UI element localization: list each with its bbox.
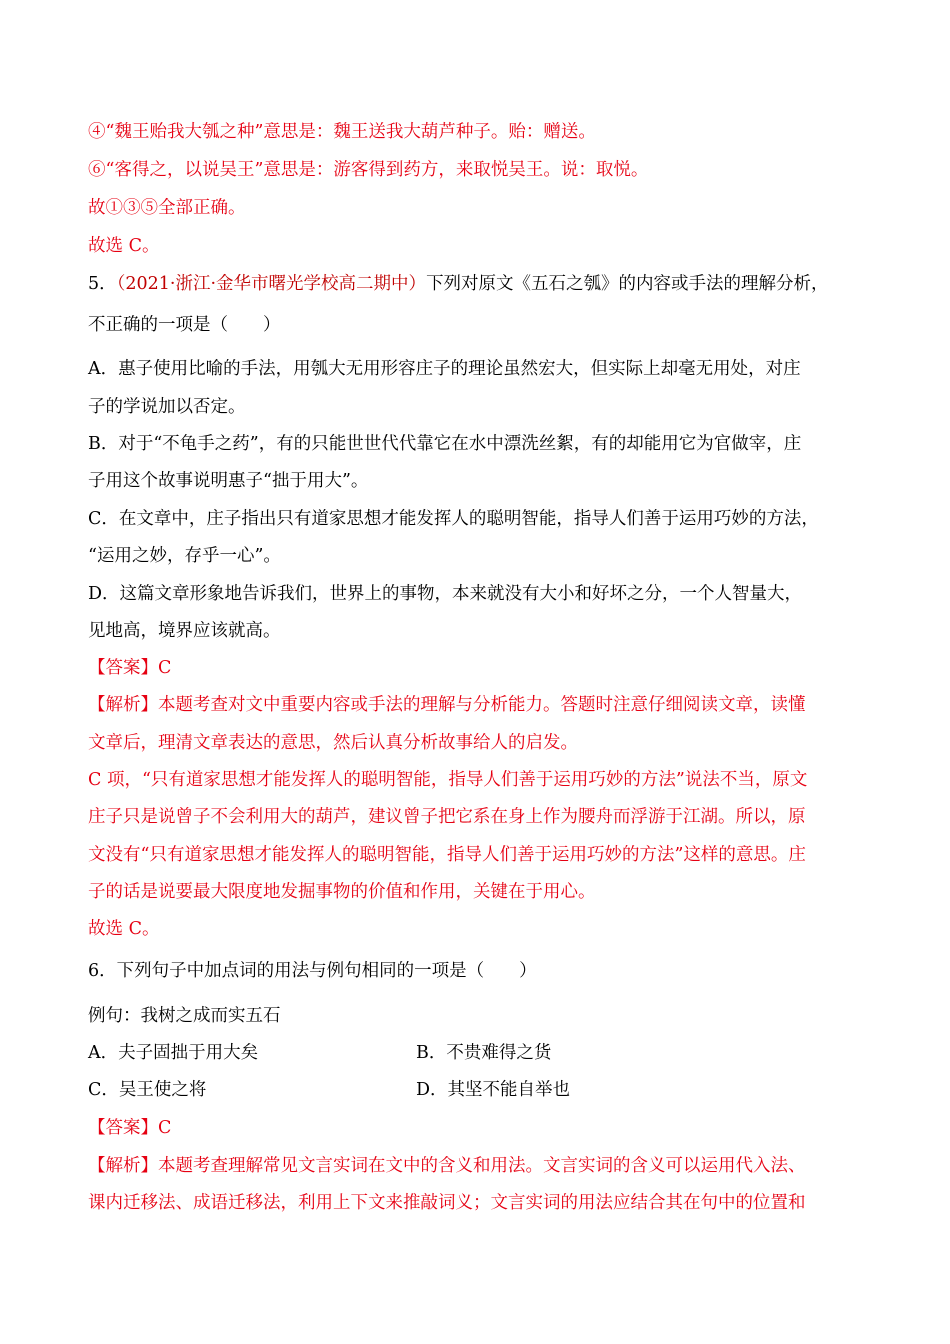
question-6-option-b: B．不贵难得之货 (416, 1043, 552, 1063)
question-5-option-c: C．在文章中，庄子指出只有道家思想才能发挥人的聪明智能，指导人们善于运用巧妙的方法， (88, 509, 819, 529)
question-5-stem (88, 272, 829, 296)
question-6-option-c: C．吴王使之将 (88, 1080, 207, 1100)
question-5-option-c-continued: “运用之妙，存乎一心”。 (88, 546, 281, 566)
question-5-option-a: A．惠子使用比喻的手法，用瓠大无用形容庄子的理论虽然宏大，但实际上却毫无用处，对庄 (88, 359, 801, 379)
explanation-item-4: ④“魏王贻我大瓠之种”意思是：魏王送我大葫芦种子。贻：赠送。 (88, 122, 596, 142)
question-5-option-b-continued: 子用这个故事说明惠子“拙于用大”。 (88, 471, 369, 491)
question-5-answer: 【答案】C (88, 658, 172, 678)
question-5-option-d: D．这篇文章形象地告诉我们，世界上的事物，本来就没有大小和好坏之分，一个人智量大， (88, 584, 803, 604)
question-6-answer: 【答案】C (88, 1118, 172, 1138)
question-6-analysis: 【解析】本题考查理解常见文言实词在文中的含义和用法。文言实词的含义可以运用代入法、 (88, 1156, 806, 1176)
question-5-analysis-line-6: 子的话是说要最大限度地发掘事物的价值和作用，关键在于用心。 (88, 882, 596, 902)
explanation-conclusion: 故①③⑤全部正确。 (88, 198, 246, 218)
question-6-option-d: D．其坚不能自举也 (416, 1080, 571, 1100)
question-5-analysis-line-2: 文章后，理清文章表达的意思，然后认真分析故事给人的启发。 (88, 733, 578, 753)
previous-choice: 故选 C。 (88, 236, 160, 256)
question-5-choice: 故选 C。 (88, 919, 160, 939)
question-6-example: 例句：我树之成而实五石 (88, 1006, 281, 1026)
question-5-analysis-line-4: 庄子只是说曾子不会利用大的葫芦，建议曾子把它系在身上作为腰舟而浮游于江湖。所以，原 (88, 807, 806, 827)
question-5-option-a-continued: 子的学说加以否定。 (88, 397, 246, 417)
question-6-analysis-line-2: 课内迁移法、成语迁移法，利用上下文来推敲词义；文言实词的用法应结合其在句中的位置和 (88, 1193, 806, 1213)
question-5-analysis-line-3: C 项，“只有道家思想才能发挥人的聪明智能，指导人们善于运用巧妙的方法”说法不当，原文 (88, 770, 808, 790)
question-5-option-b: B．对于“不龟手之药”，有的只能世世代代靠它在水中漂洗丝絮，有的却能用它为官做宰，庄 (88, 434, 802, 454)
question-5-stem-text: 下列对原文《五石之瓠》的内容或手法的理解分析， (426, 274, 829, 294)
question-5-stem-continued: 不正确的一项是（ ） (88, 315, 281, 335)
question-6-stem: 6．下列句子中加点词的用法与例句相同的一项是（ ） (88, 961, 537, 981)
question-5-number: 5． (88, 274, 117, 294)
question-6-option-a: A．夫子固拙于用大矣 (88, 1043, 259, 1063)
question-5-option-d-continued: 见地高，境界应该就高。 (88, 621, 281, 641)
question-5-analysis-line-5: 文没有“只有道家思想才能发挥人的聪明智能，指导人们善于运用巧妙的方法”这样的意思。庄 (88, 845, 806, 865)
question-5-source: （2021·浙江·金华市曙光学校高二期中） (116, 274, 427, 294)
question-5-analysis: 【解析】本题考查对文中重要内容或手法的理解与分析能力。答题时注意仔细阅读文章，读懂 (88, 695, 806, 715)
explanation-item-6: ⑥“客得之，以说吴王”意思是：游客得到药方，来取悦吴王。说：取悦。 (88, 160, 649, 180)
